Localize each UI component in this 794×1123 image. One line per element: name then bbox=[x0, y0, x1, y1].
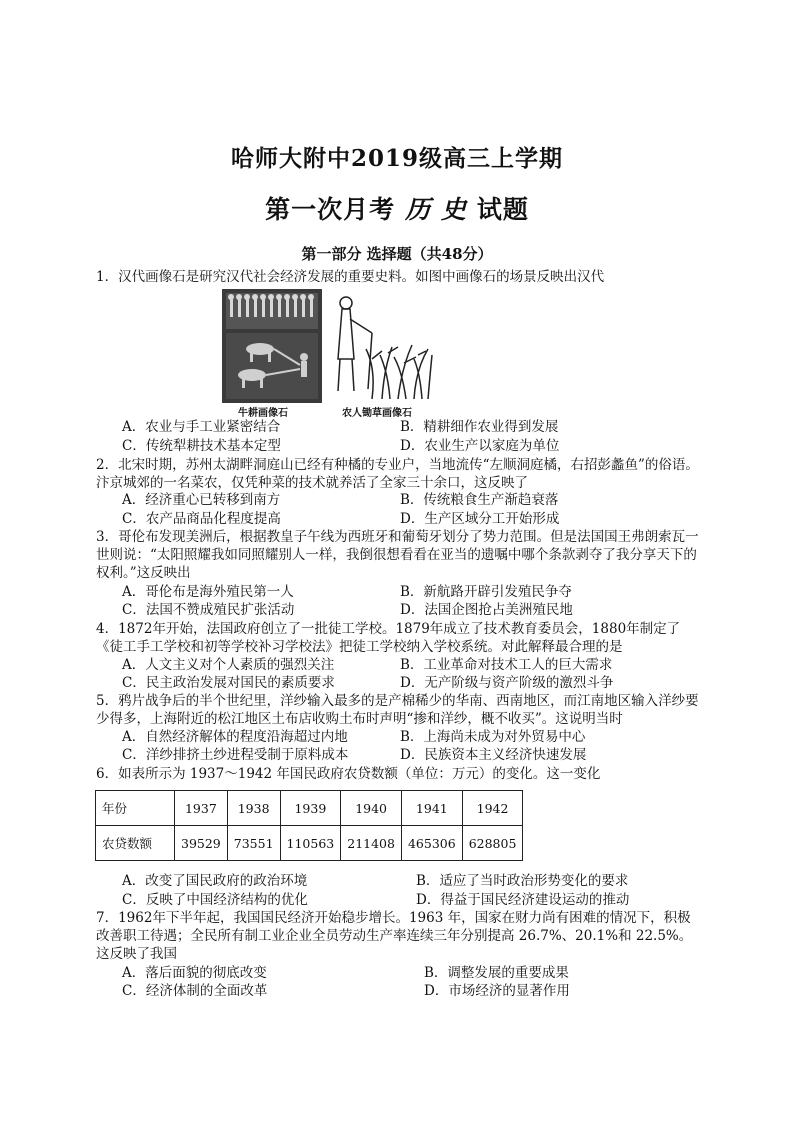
q1-option-a[interactable]: A．农业与手工业紧密结合 bbox=[122, 419, 281, 435]
table-cell: 1937 bbox=[175, 791, 228, 826]
farm-loan-table bbox=[95, 790, 523, 861]
question-2-stem: 2．北宋时期，苏州太湖畔洞庭山已经有种橘的专业户，当地流传“左顺洞庭橘，右招彭蠡鱼”的俗语。汴京城郊的一名菜农，仅凭种菜的技术就养活了全家三十余口，这反映了 bbox=[96, 457, 699, 491]
q3-option-b[interactable]: B．新航路开辟引发殖民争夺 bbox=[400, 584, 572, 600]
table-cell: 73551 bbox=[227, 826, 280, 861]
q2-option-a[interactable]: A．经济重心已转移到南方 bbox=[122, 492, 281, 508]
q3-option-c[interactable]: C．法国不赞成殖民扩张活动 bbox=[122, 602, 295, 618]
table-cell: 465306 bbox=[401, 826, 462, 861]
question-1-stem: 1．汉代画像石是研究汉代社会经济发展的重要史料。如图中画像石的场景反映出汉代 bbox=[96, 269, 605, 285]
q2-option-d[interactable]: D．生产区域分工开始形成 bbox=[400, 511, 560, 527]
relief-illustration bbox=[222, 289, 434, 419]
q7-option-a[interactable]: A．落后面貌的彻底改变 bbox=[122, 965, 267, 981]
table-cell: 1942 bbox=[462, 791, 523, 826]
exam-prefix: 第一次月考 bbox=[265, 195, 396, 224]
q3-option-d[interactable]: D．法国企图抢占美洲殖民地 bbox=[400, 602, 573, 618]
q4-option-c[interactable]: C．民主政治发展对国民的素质要求 bbox=[122, 675, 335, 691]
q2-option-b[interactable]: B．传统粮食生产渐趋衰落 bbox=[400, 492, 559, 508]
table-cell: 1938 bbox=[227, 791, 280, 826]
table-header-year: 年份 bbox=[96, 791, 175, 826]
table-cell: 1941 bbox=[401, 791, 462, 826]
exam-title bbox=[0, 190, 794, 226]
q4-option-a[interactable]: A．人文主义对个人素质的强烈关注 bbox=[122, 657, 335, 673]
q5-option-a[interactable]: A．自然经济解体的程度沿海超过内地 bbox=[122, 729, 348, 745]
q7-option-d[interactable]: D．市场经济的显著作用 bbox=[424, 983, 570, 999]
ox-plough-relief bbox=[222, 289, 322, 403]
q7-option-b[interactable]: B．调整发展的重要成果 bbox=[424, 965, 569, 981]
q6-option-c[interactable]: C．反映了中国经济结构的优化 bbox=[122, 892, 308, 908]
q5-option-b[interactable]: B．上海尚未成为对外贸易中心 bbox=[400, 729, 586, 745]
q4-option-b[interactable]: B．工业革命对技术工人的巨大需求 bbox=[400, 657, 613, 673]
q3-option-a[interactable]: A．哥伦布是海外殖民第一人 bbox=[122, 584, 294, 600]
stone-relief-images bbox=[222, 289, 434, 419]
table-row-years bbox=[96, 791, 523, 826]
exam-subject: 历 史 bbox=[405, 195, 467, 224]
q1-option-b[interactable]: B．精耕细作农业得到发展 bbox=[400, 419, 559, 435]
q2-option-c[interactable]: C．农产品商品化程度提高 bbox=[122, 511, 281, 527]
q4-option-d[interactable]: D．无产阶级与资产阶级的激烈斗争 bbox=[400, 675, 614, 691]
caption-farmer-weeding: 农人锄草画像石 bbox=[342, 408, 412, 419]
table-cell: 1940 bbox=[341, 791, 402, 826]
question-4-stem: 4．1872年开始，法国政府创立了一批徒工学校。1879年成立了技术教育委员会，1880年制定了《徒工手工学校和初等学校补习学校法》把徒工学校纳入学校系统。对此解释最合理的是 bbox=[96, 621, 681, 655]
q5-option-c[interactable]: C．洋纱排挤土纱进程受制于原料成本 bbox=[122, 747, 349, 763]
question-3-stem: 3．哥伦布发现美洲后，根据教皇子午线为西班牙和葡萄牙划分了势力范围。但是法国国王弗朗索瓦一世则说：“太阳照耀我如同照耀别人一样，我倒很想看看在亚当的遗嘱中哪个条款剥夺了我分享天下的权利。”这反映出 bbox=[96, 529, 699, 581]
q1-option-d[interactable]: D．农业生产以家庭为单位 bbox=[400, 438, 560, 454]
table-cell: 1939 bbox=[280, 791, 341, 826]
section-title: 第一部分 选择题（共48分） bbox=[301, 245, 493, 263]
question-5-stem: 5．鸦片战争后的半个世纪里，洋纱输入最多的是产棉稀少的华南、西南地区，而江南地区输入洋纱要少得多，上海附近的松江地区土布店收购土布时声明“掺和洋纱，概不收买”。这说明当时 bbox=[96, 693, 699, 727]
q6-option-b[interactable]: B．适应了当时政治形势变化的要求 bbox=[416, 873, 629, 889]
question-6-stem: 6．如表所示为 1937～1942 年国民政府农贷数额（单位：万元）的变化。这一变化 bbox=[96, 766, 601, 782]
table-row-amounts bbox=[96, 826, 523, 861]
table-cell: 628805 bbox=[462, 826, 523, 861]
table-cell: 110563 bbox=[280, 826, 341, 861]
table-header-amount: 农贷数额 bbox=[96, 826, 175, 861]
q7-option-c[interactable]: C．经济体制的全面改革 bbox=[122, 983, 268, 999]
q6-option-a[interactable]: A．改变了国民政府的政治环境 bbox=[122, 873, 308, 889]
q5-option-d[interactable]: D．民族资本主义经济快速发展 bbox=[400, 747, 587, 763]
q1-option-c[interactable]: C．传统犁耕技术基本定型 bbox=[122, 438, 281, 454]
school-title: 哈师大附中2019级高三上学期 bbox=[230, 145, 563, 172]
table-cell: 39529 bbox=[175, 826, 228, 861]
farmer-weeding-relief bbox=[338, 297, 432, 399]
exam-suffix: 试题 bbox=[476, 195, 529, 224]
question-7-stem: 7．1962年下半年起，我国国民经济开始稳步增长。1963 年，国家在财力尚有困难的情况下，积极改善职工待遇；全民所有制工业企业全员劳动生产率连续三年分别提高 26.7%、20.1%和 22.5%。这反映了我国 bbox=[96, 910, 693, 962]
caption-ox-plough: 牛耕画像石 bbox=[238, 408, 288, 419]
table-cell: 211408 bbox=[341, 826, 402, 861]
q6-option-d[interactable]: D．得益于国民经济建设运动的推动 bbox=[416, 892, 630, 908]
